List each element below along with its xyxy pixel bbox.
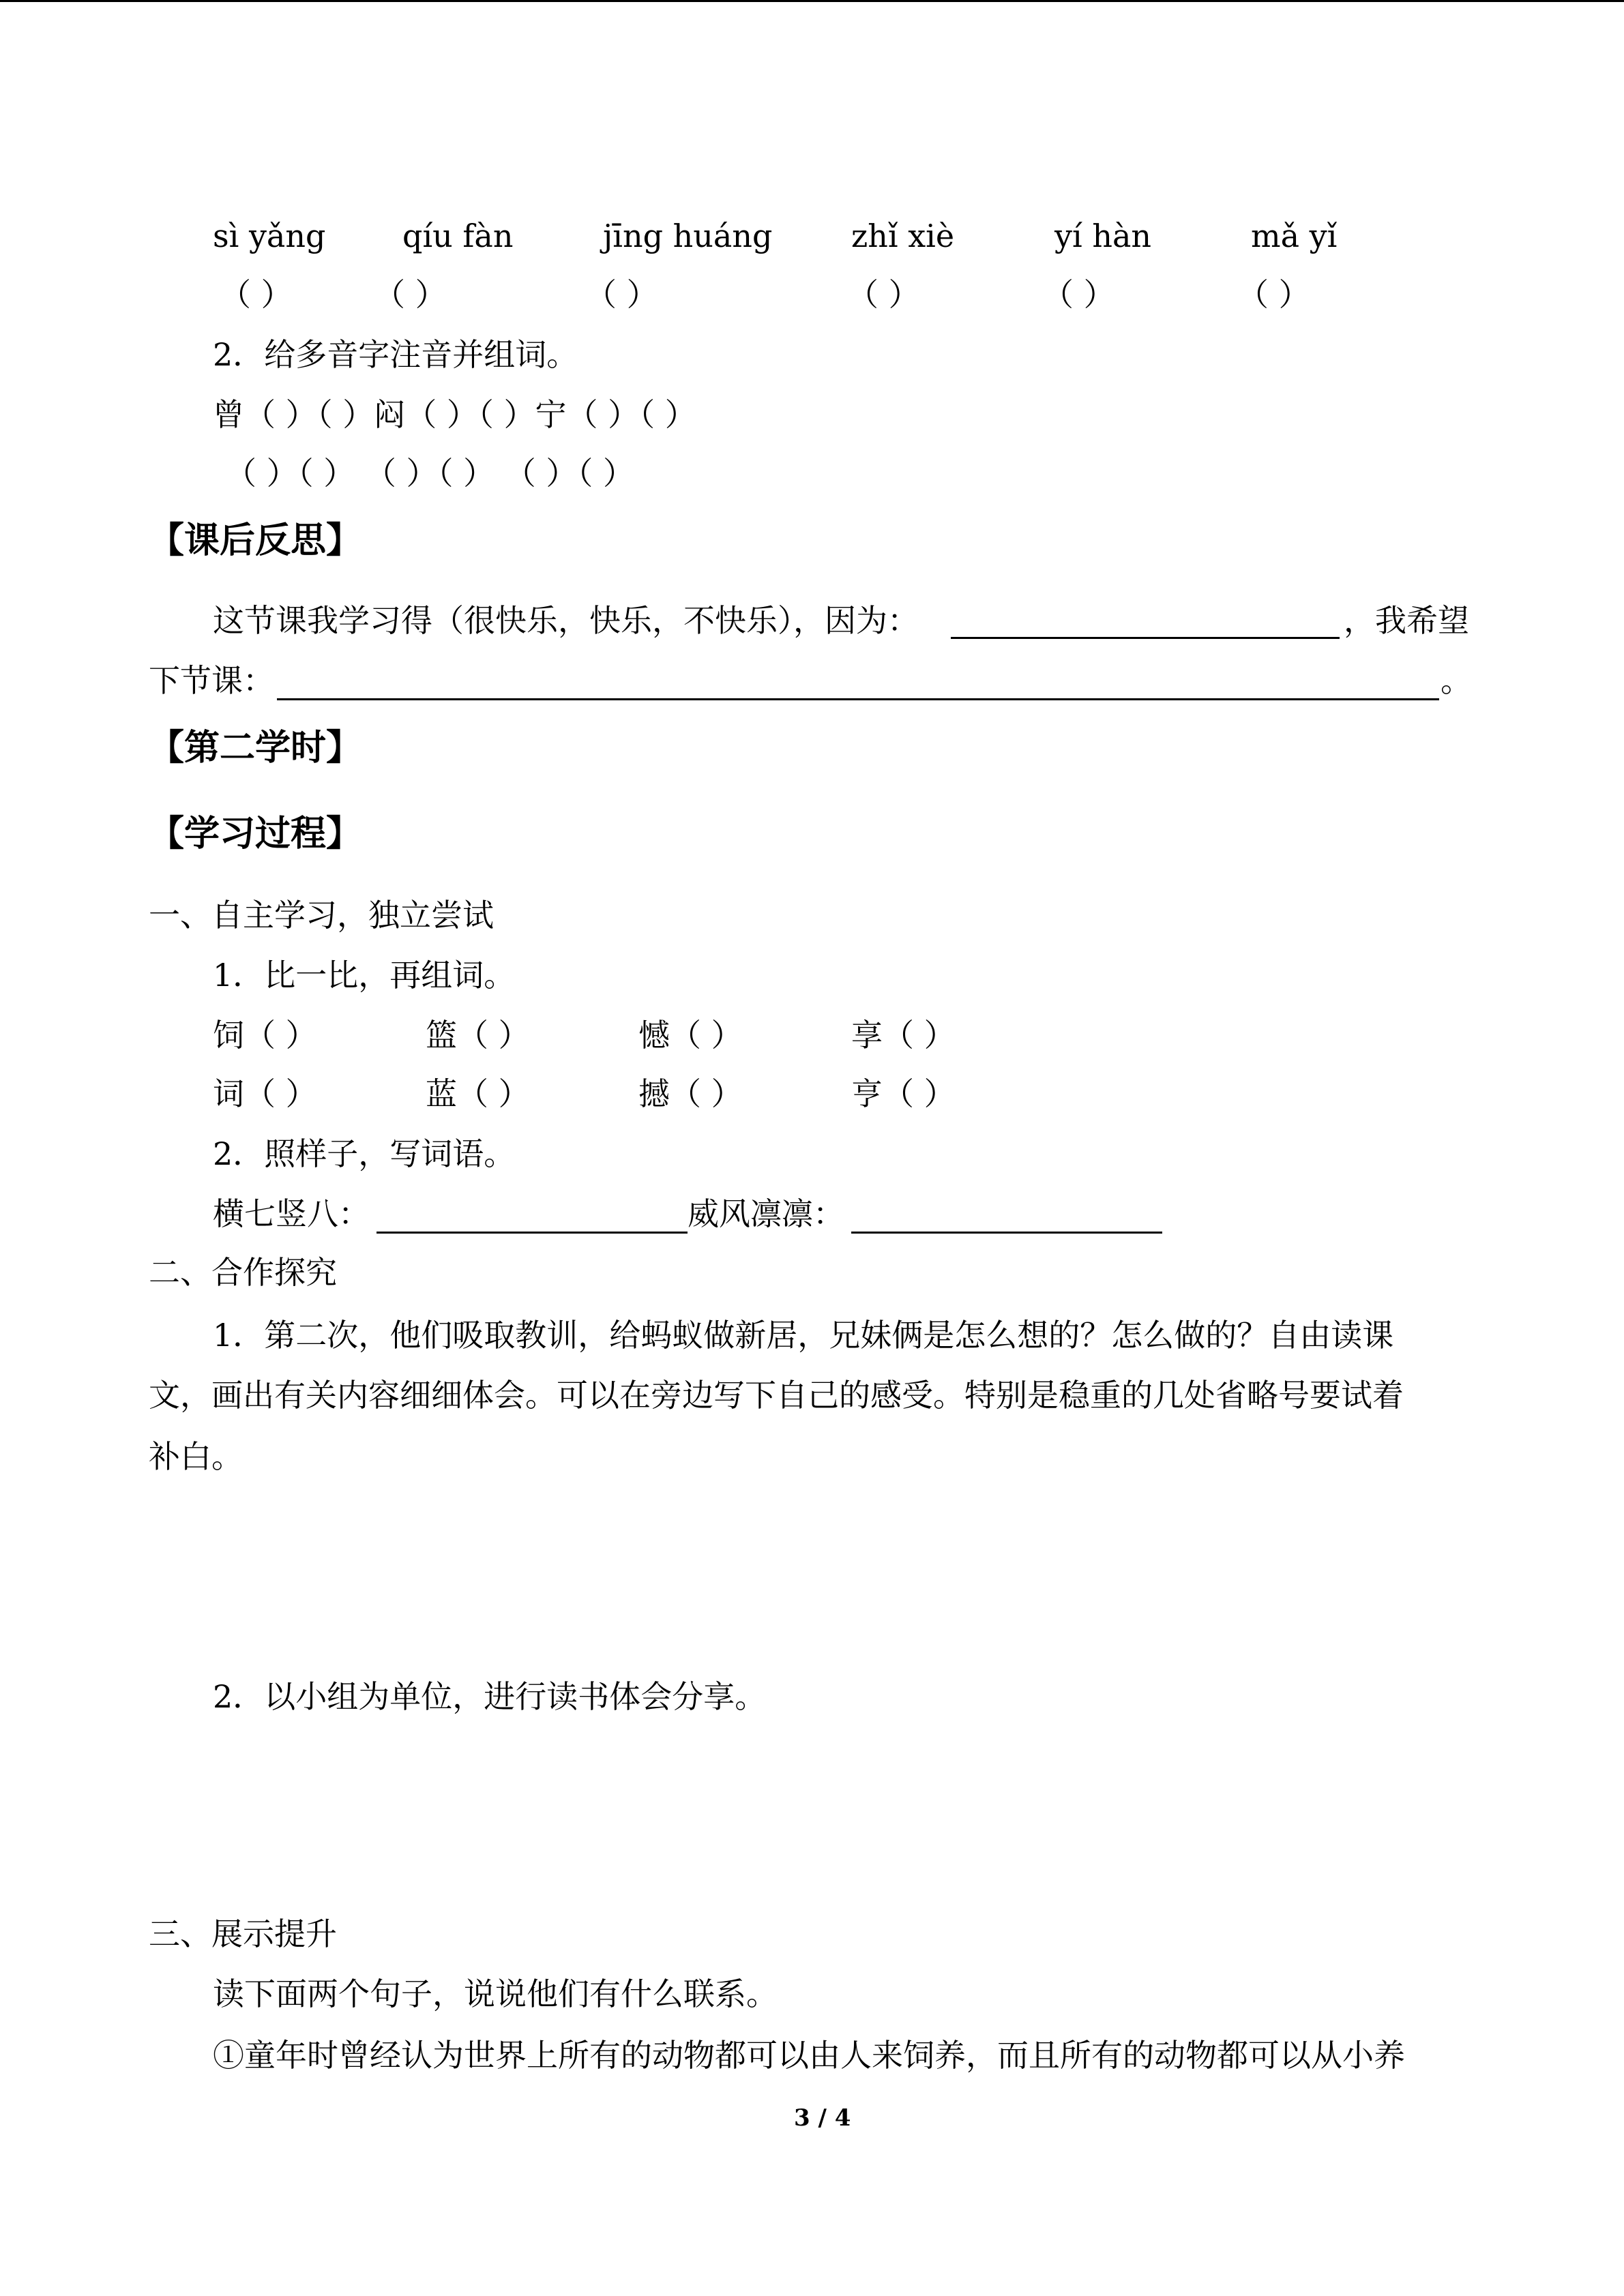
example-blank [851,1232,1162,1234]
paragraph-line: 文，画出有关内容细细体会。可以在旁边写下自己的感受。特别是稳重的几处省略号要试着 [149,1377,1404,1414]
pinyin-item: mǎ yǐ [1251,218,1338,254]
section-heading-learning-process: 【学习过程】 [149,814,362,854]
compare-item: 撼（ ） [638,1075,743,1112]
compare-item: 词（ ） [213,1075,317,1112]
paragraph-line: 读下面两个句子，说说他们有什么联系。 [213,1976,778,2012]
reflection-blank-reason [951,637,1340,639]
example-blank [377,1232,688,1234]
question-title: 2．照样子，写词语。 [213,1135,516,1172]
example-label: 威风凛凛： [688,1195,844,1232]
answer-blank: （ ） [847,276,920,313]
paragraph-line: ①童年时曾经认为世界上所有的动物都可以由人来饲养，而且所有的动物都可以从小养 [213,2037,1405,2074]
answer-blank: （ ） [1042,276,1115,313]
answer-blank: （ ） [1237,276,1310,313]
compare-item: 蓝（ ） [426,1075,530,1112]
answer-blank: （ ） [374,276,447,313]
polyphone-row: （ ）（ ） （ ）（ ） （ ）（ ） [225,455,634,492]
question-title: 2．以小组为单位，进行读书体会分享。 [213,1678,767,1715]
question-title: 2．给多音字注音并组词。 [213,336,578,373]
pinyin-item: yí hàn [1054,218,1151,254]
polyphone-row: 曾（ ）（ ）闷（ ）（ ）宁（ ）（ ） [213,396,696,433]
question-title: 1．比一比，再组词。 [213,957,516,994]
reflection-text: 下节课： [149,662,274,699]
example-label: 横七竖八： [213,1195,370,1232]
answer-blank: （ ） [220,276,293,313]
compare-item: 饲（ ） [213,1017,317,1054]
pinyin-item: jīng huáng [603,218,773,254]
section-title: 三、展示提升 [149,1915,337,1952]
paragraph-line: 1．第二次，他们吸取教训，给蚂蚁做新居，兄妹俩是怎么想的？怎么做的？自由读课 [213,1317,1394,1354]
reflection-text-end: ，我希望 [1344,602,1469,639]
paragraph-line: 补白。 [149,1438,243,1475]
section-heading-reflection: 【课后反思】 [149,520,362,561]
reflection-text: 这节课我学习得（很快乐，快乐，不快乐），因为： [213,602,919,639]
pinyin-item: sì yǎng [213,218,326,254]
compare-item: 享（ ） [851,1017,956,1054]
answer-blank: （ ） [585,276,658,313]
section-title: 一、自主学习，独立尝试 [149,897,494,934]
reflection-blank-wish [277,698,1439,700]
section-heading-second-period: 【第二学时】 [149,728,362,769]
compare-item: 篮（ ） [426,1017,530,1054]
pinyin-item: zhǐ xiè [851,218,955,254]
section-title: 二、合作探究 [149,1254,337,1291]
compare-item: 憾（ ） [638,1017,743,1054]
page-number: 3 / 4 [794,2104,851,2132]
top-border [0,0,1624,2]
reflection-text-end: 。 [1441,662,1472,699]
compare-item: 亨（ ） [851,1075,956,1112]
pinyin-item: qíu fàn [402,218,514,254]
